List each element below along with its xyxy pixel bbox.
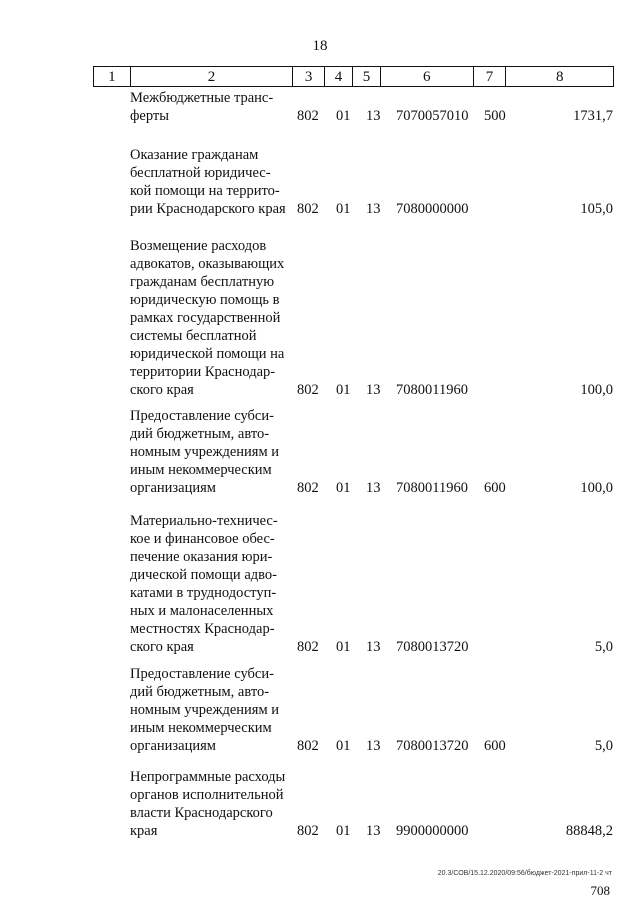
row-amount: 105,0 bbox=[580, 201, 613, 217]
row-gr-code: 802 bbox=[297, 201, 319, 217]
description-line: номным учреждениям и bbox=[130, 444, 280, 460]
page-number-top: 18 bbox=[312, 38, 328, 54]
row-cs-code: 7080013720 bbox=[396, 639, 469, 655]
row-description bbox=[130, 407, 292, 497]
description-line: органов исполнительной bbox=[130, 787, 284, 803]
description-line: ных и малонаселенных bbox=[130, 603, 274, 619]
row-gr-code: 802 bbox=[297, 480, 319, 496]
description-line: кое и финансовое обес- bbox=[130, 531, 275, 547]
row-amount: 100,0 bbox=[580, 382, 613, 398]
header-col-3: 3 bbox=[293, 67, 325, 86]
row-cs-code: 7070057010 bbox=[396, 108, 469, 124]
description-line: Предоставление субси- bbox=[130, 408, 274, 424]
description-line: организациям bbox=[130, 738, 216, 754]
description-line: системы бесплатной bbox=[130, 328, 257, 344]
header-col-2: 2 bbox=[131, 67, 293, 86]
header-col-6: 6 bbox=[381, 67, 474, 86]
row-gr-code: 802 bbox=[297, 823, 319, 839]
row-pr-code: 13 bbox=[366, 108, 381, 124]
row-rz-code: 01 bbox=[336, 639, 351, 655]
row-vr-code: 500 bbox=[484, 108, 506, 124]
description-line: ского края bbox=[130, 639, 194, 655]
row-rz-code: 01 bbox=[336, 823, 351, 839]
row-gr-code: 802 bbox=[297, 108, 319, 124]
row-description bbox=[130, 89, 292, 125]
description-line: власти Краснодарского bbox=[130, 805, 273, 821]
header-col-5: 5 bbox=[353, 67, 381, 86]
description-line: дий бюджетным, авто- bbox=[130, 426, 270, 442]
row-vr-code: 600 bbox=[484, 480, 506, 496]
row-cs-code: 7080011960 bbox=[396, 382, 468, 398]
description-line: местностях Краснодар- bbox=[130, 621, 275, 637]
description-line: Межбюджетные транс- bbox=[130, 90, 274, 106]
row-pr-code: 13 bbox=[366, 480, 381, 496]
row-amount: 88848,2 bbox=[565, 823, 613, 839]
description-line: адвокатов, оказывающих bbox=[130, 256, 285, 272]
row-amount: 100,0 bbox=[580, 480, 613, 496]
row-amount: 5,0 bbox=[594, 738, 613, 754]
description-line: дий бюджетным, авто- bbox=[130, 684, 270, 700]
header-col-1: 1 bbox=[94, 67, 131, 86]
description-line: края bbox=[130, 823, 158, 839]
description-line: дической помощи адво- bbox=[130, 567, 277, 583]
row-rz-code: 01 bbox=[336, 480, 351, 496]
row-description bbox=[130, 146, 292, 218]
row-description bbox=[130, 665, 292, 755]
description-line: рии Краснодарского края bbox=[130, 201, 286, 217]
header-col-8: 8 bbox=[555, 69, 564, 85]
document-code: 20.3/СОВ/15.12.2020/09:56/бюджет-2021-прил-11-2 чт bbox=[437, 870, 612, 877]
row-description bbox=[130, 512, 292, 656]
row-cs-code: 7080013720 bbox=[396, 738, 469, 754]
row-rz-code: 01 bbox=[336, 738, 351, 754]
description-line: Оказание гражданам bbox=[130, 147, 259, 163]
row-pr-code: 13 bbox=[366, 639, 381, 655]
description-line: печение оказания юри- bbox=[130, 549, 273, 565]
row-gr-code: 802 bbox=[297, 738, 319, 754]
description-line: номным учреждениям и bbox=[130, 702, 280, 718]
description-line: иным некоммерческим bbox=[130, 720, 272, 736]
description-line: гражданам бесплатную bbox=[130, 274, 275, 290]
row-amount: 1731,7 bbox=[573, 108, 613, 124]
description-line: Возмещение расходов bbox=[130, 238, 267, 254]
row-gr-code: 802 bbox=[297, 639, 319, 655]
row-pr-code: 13 bbox=[366, 382, 381, 398]
description-line: территории Краснодар- bbox=[130, 364, 276, 380]
description-line: ского края bbox=[130, 382, 194, 398]
row-description bbox=[130, 768, 292, 840]
description-line: организациям bbox=[130, 480, 216, 496]
row-cs-code: 9900000000 bbox=[396, 823, 469, 839]
row-rz-code: 01 bbox=[336, 108, 351, 124]
description-line: иным некоммерческим bbox=[130, 462, 272, 478]
header-col-7: 7 bbox=[474, 67, 507, 86]
row-rz-code: 01 bbox=[336, 201, 351, 217]
description-line: бесплатной юридичес- bbox=[130, 165, 271, 181]
row-rz-code: 01 bbox=[336, 382, 351, 398]
header-col-4: 4 bbox=[325, 67, 353, 86]
description-line: Материально-техничес- bbox=[130, 513, 278, 529]
row-pr-code: 13 bbox=[366, 738, 381, 754]
description-line: рамках государственной bbox=[130, 310, 281, 326]
row-description bbox=[130, 237, 292, 399]
description-line: ферты bbox=[130, 108, 169, 124]
description-line: юридическую помощь в bbox=[130, 292, 280, 308]
row-cs-code: 7080011960 bbox=[396, 480, 468, 496]
row-vr-code: 600 bbox=[484, 738, 506, 754]
description-line: Предоставление субси- bbox=[130, 666, 274, 682]
row-amount: 5,0 bbox=[594, 639, 613, 655]
description-line: кой помощи на террито- bbox=[130, 183, 280, 199]
page-number-bottom: 708 bbox=[590, 883, 610, 898]
description-line: юридической помощи на bbox=[130, 346, 285, 362]
description-line: Непрограммные расходы bbox=[130, 769, 286, 785]
row-cs-code: 7080000000 bbox=[396, 201, 469, 217]
row-pr-code: 13 bbox=[366, 201, 381, 217]
row-pr-code: 13 bbox=[366, 823, 381, 839]
row-gr-code: 802 bbox=[297, 382, 319, 398]
table-header-row bbox=[93, 66, 614, 87]
description-line: катами в труднодоступ- bbox=[130, 585, 277, 601]
